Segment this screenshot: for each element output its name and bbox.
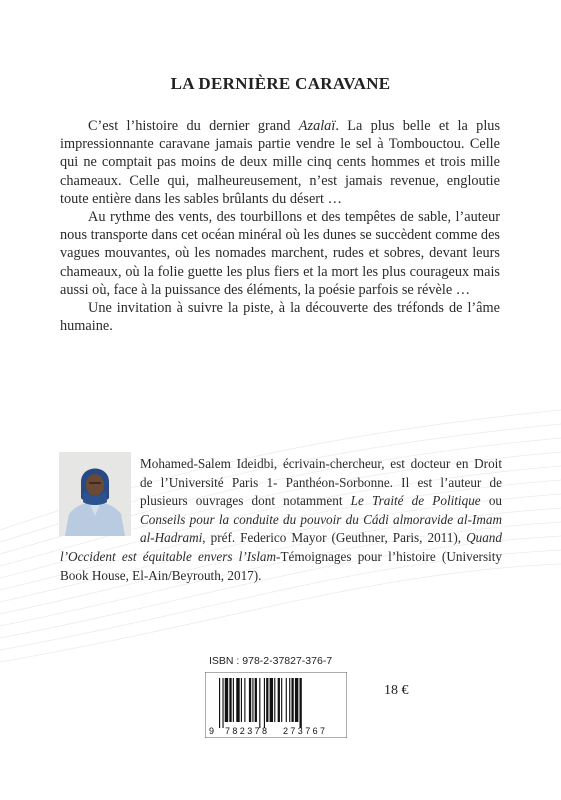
barcode-right-digits: 273767: [283, 726, 328, 736]
barcode-first-digit: 9: [209, 726, 215, 736]
barcode-bar: [233, 678, 234, 722]
bio-work-title: Conseils pour la conduite du pouvoir du Cádi almoravide al-Imam al-Hadrami: [140, 511, 502, 546]
barcode-bar: [222, 678, 223, 728]
barcode-bar: [295, 678, 298, 722]
isbn-label: ISBN : 978-2-37827-376-7: [209, 655, 333, 667]
synopsis-paragraph-3: Une invitation à suivre la piste, à la découverte des tréfonds de l’âme humaine.: [60, 300, 500, 335]
barcode-bar: [255, 678, 257, 722]
barcode-bar: [281, 678, 282, 722]
bio-text: Mohamed-Salem Ideidbi, écrivain-chercheur, est docteur en Droit de l’Université Paris 1- Panthéon-Sorbonne. Il est l’auteur de plusieurs ouvrages dont notamment: [140, 456, 502, 509]
barcode-bar: [270, 678, 273, 722]
barcode-bar: [300, 678, 302, 728]
book-title: LA DERNIÈRE CARAVANE: [170, 74, 391, 93]
azalai-term: Azalaï: [298, 118, 336, 134]
barcode-bar: [219, 678, 220, 728]
synopsis-paragraph-2: Au rythme des vents, des tourbillons et des tempêtes de sable, l’auteur nous transporte dans cet océan minéral où les dunes se succèdent comme des vagues mouvantes, où les nomades marchent, rudes et sobres, devant leurs chameaux, où la folie guette les plus fiers et la mort les plus courageux mais aussi où, face à la puissance des éléments, la poésie parfois se révèle …: [60, 209, 500, 298]
barcode-bar: [229, 678, 231, 722]
barcode-bar: [252, 678, 253, 722]
barcode-bar: [278, 678, 280, 722]
barcode-bar: [241, 678, 242, 722]
barcode-left-digits: 782378: [225, 726, 270, 736]
synopsis-text: . La plus belle et la plus impressionnante caravane jamais partie vendre le sel à Tombouctou. Celle qui ne comptait pas moins de deux mille cinq cents hommes et trois mille chameaux. Celle qui, malheureusement, n’est jamais revenue, engloutie toute entière dans les sables brûlants du désert …: [60, 118, 501, 207]
synopsis-text: C’est l’histoire du dernier grand: [88, 118, 299, 134]
bio-work-title: Le Traité de Politique: [350, 493, 481, 509]
barcode-bar: [236, 678, 239, 722]
barcode-bar: [274, 678, 275, 722]
barcode-bar: [289, 678, 290, 722]
bio-text: , préf. Federico Mayor (Geuthner, Paris, 2011),: [202, 530, 467, 546]
synopsis: [60, 117, 500, 335]
barcode-bar: [266, 678, 268, 722]
barcode-bar: [291, 678, 293, 722]
barcode: [205, 672, 347, 738]
bio-text: ou: [480, 493, 503, 509]
barcode-bar: [225, 678, 228, 722]
price: 18 €: [384, 683, 409, 698]
barcode-bar: [286, 678, 287, 722]
barcode-bar: [244, 678, 245, 722]
barcode-bar: [249, 678, 251, 722]
bio-work-title: Quand l’Occident est équitable envers l’Islam: [60, 530, 502, 564]
author-bio: [60, 455, 502, 585]
barcode-bar: [264, 678, 265, 728]
synopsis-paragraph-1: [60, 117, 500, 208]
bio-text: -Témoignages pour l’histoire (University Book House, El-Ain/Beyrouth, 2017).: [60, 548, 502, 583]
barcode-bar: [259, 678, 260, 728]
